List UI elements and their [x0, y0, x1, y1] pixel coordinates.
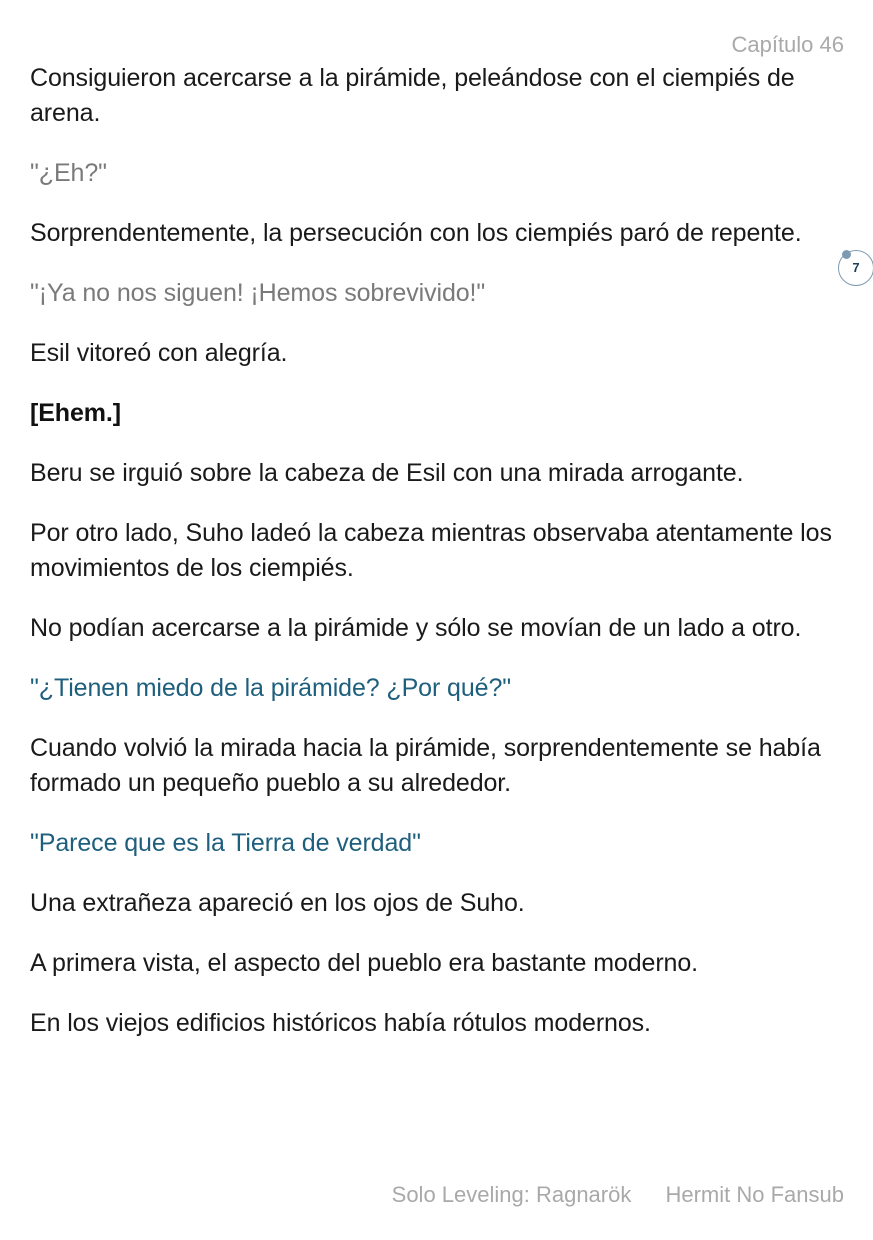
footnote-number: 7: [852, 260, 860, 275]
paragraph: Consiguieron acercarse a la pirámide, peleándose con el ciempiés de arena.: [30, 64, 795, 127]
paragraph: Esil vitoreó con alegría.: [30, 339, 288, 367]
paragraph: Beru se irguió sobre la cabeza de Esil con una mirada arrogante.: [30, 459, 744, 487]
page-footer: [364, 1182, 844, 1208]
paragraph: A primera vista, el aspecto del pueblo era bastante moderno.: [30, 949, 699, 977]
paragraph: Una extrañeza apareció en los ojos de Suho.: [30, 889, 525, 917]
system-line: [Ehem.]: [30, 399, 121, 427]
paragraph: Sorprendentemente, la persecución con los ciempiés paró de repente.: [30, 219, 802, 247]
dialogue-line: "¿Eh?": [30, 159, 107, 187]
dialogue-line-suho: "¿Tienen miedo de la pirámide? ¿Por qué?": [30, 674, 512, 702]
paragraph: No podían acercarse a la pirámide y sólo se movían de un lado a otro.: [30, 614, 802, 642]
chapter-header: Capítulo 46: [731, 32, 844, 57]
series-title: Solo Leveling: Ragnarök: [391, 1182, 632, 1207]
translator-credit: Hermit No Fansub: [665, 1182, 844, 1207]
paragraph: En los viejos edificios históricos había rótulos modernos.: [30, 1009, 651, 1037]
paragraph: Cuando volvió la mirada hacia la pirámide, sorprendentemente se había formado un pequeño pueblo a su alrededor.: [30, 734, 821, 797]
dialogue-line: "¡Ya no nos siguen! ¡Hemos sobrevivido!": [30, 279, 486, 307]
chapter-body: [30, 61, 845, 1066]
dialogue-line-suho: "Parece que es la Tierra de verdad": [30, 829, 421, 857]
paragraph: Por otro lado, Suho ladeó la cabeza mientras observaba atentamente los movimientos de los ciempiés.: [30, 519, 832, 582]
